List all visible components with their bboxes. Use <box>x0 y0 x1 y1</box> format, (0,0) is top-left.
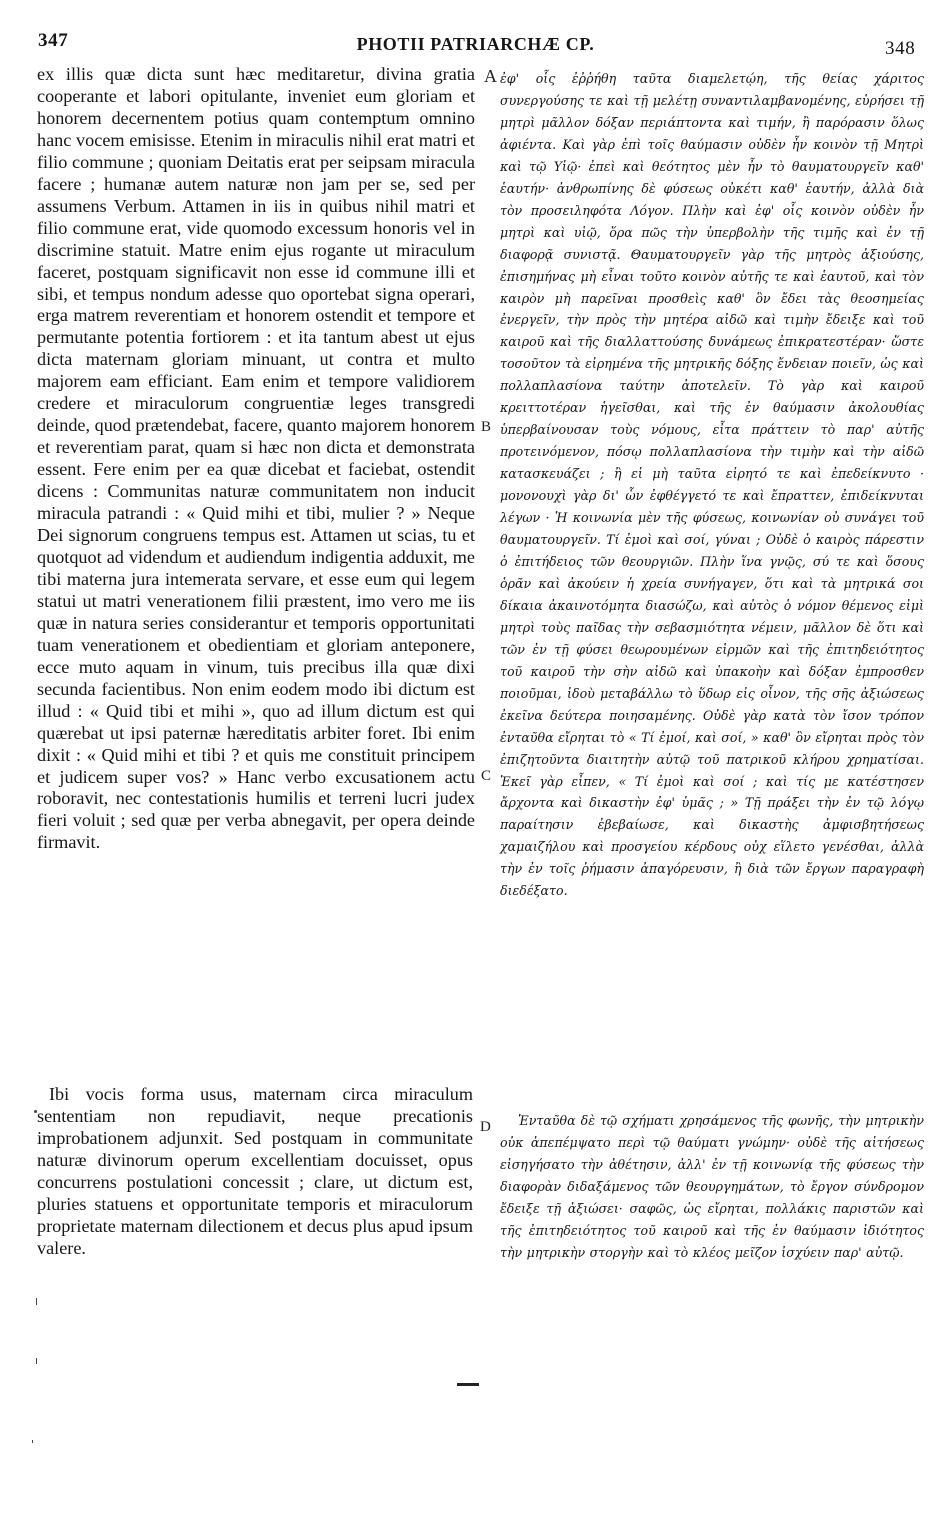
latin-paragraph-1: ex illis quæ dicta sunt hæc meditaretur, divina gratia cooperante et labori opitulante, inveniet eum gloriam et honorem decernentem potius quam contemptum omnino hanc vocem emisisse. Etenim in miraculis nihil erat matri et filio commune ; quoniam Deitatis erat per seipsam miracula facere ; humanæ autem naturæ non jam per se, sed per assumens Verbum. Attamen in iis in quibus nihil matri et filio commune erat, vide quomodo excessum honoris vel in discrimine statuit. Matre enim ejus rogante ut miraculum faceret, postquam significavit non esse id commune illi et sibi, et tempus nondum adesse quo oportebat signa operari, erga matrem reverentiam et honorem ostendit et tempore et permutante potentia fortiorem : et ita tantum abest ut ejus dicta maternam gloriam minuant, ut contra et multo majorem eam efficiant. Eam enim et tempore validiorem credere et miraculorum congruentiæ leges transgredi deinde, quod prætendebat, facere, quanto majorem honorem et reverentiam parat, quam si hæc non dicta et demonstrata essent. Fere enim per ea quæ dicebat et faciebat, ostendit dicens : Communitas naturæ communitatem non inducit miracula patrandi : « Quid mihi et tibi, mulier ? » Neque Dei signorum congruens tempus est. Attamen ut scias, tu et quotquot ad videndum et audiendum indigentia adduxit, me tibi materna jura intemerata servare, et esse eum qui legem statui ut matri venerationem filii præstent, imo vero me iis quæ in natura series considerantur et temporis opportunitati tuam venerationem et obedientiam et gloriam anteponere, ecce muto aquam in vinum, tuis precibus illa quæ dixi secunda facientibus. Non enim eodem modo ibi dictum est illud : « Quid tibi et mihi », quo ad illum dictum est qui quærebat ut ipsi paternæ hæreditatis arbiter foret. Ibi enim dixit : « Quid mihi et tibi ? et quis me constituit principem et judicem super vos? » Hanc verbo excusationem actu roboravit, nec contestationis humilis et terreni lucri judex fieri voluit ; sed quæ per verba abnegavit, per opera deinde firmavit. <box>37 64 475 853</box>
latin-paragraph-2: Ibi vocis forma usus, maternam circa miraculum sententiam non repudiavit, neque precationis improbationem adjunxit. Sed postquam in communitate naturæ divinorum operum excellentiam docuisset, opus concurrens postulationi concessit ; clare, ut dictum est, pluries statuens et opportunitate temporis et miraculorum proprietate maternam dilectionem et decus plus apud ipsum valere. <box>37 1084 473 1258</box>
page-number-left: 347 <box>38 30 69 51</box>
margin-marker-d: D <box>480 1119 491 1135</box>
margin-marker-b: B <box>481 419 492 435</box>
print-speck <box>32 1440 33 1443</box>
page-number-right: 348 <box>885 38 916 59</box>
greek-paragraph-1: ἐφ' οἷς ἐῤῥήθη ταῦτα διαμελετῴη, τῆς θείας χάριτος συνεργούσης τε καὶ τῇ μελέτῃ συναντιλαμβανομένης, εὑρήσει τῇ μητρὶ μᾶλλον δόξαν περιάπτοντα καὶ τιμήν, ἢ παρόρασιν ὅλως ἀφιέντα. Καὶ γὰρ ἐπὶ τοῖς θαύμασιν οὐδὲν ἦν κοινὸν τῇ Μητρὶ καὶ τῷ Υἱῷ· ἐπεὶ καὶ θεότητος μὲν ἦν τὸ θαυματουργεῖν καθ' ἑαυτήν· ἀνθρωπίνης δὲ φύσεως οὐκέτι καθ' ἑαυτήν, ἀλλὰ διὰ τὸν προσειληφότα Λόγον. Πλὴν καὶ ἐφ' οἷς κοινὸν οὐδὲν ἦν μητρὶ καὶ υἱῷ, ὅρα πῶς τὴν ὑπερβολὴν τῆς τιμῆς καὶ ἐν τῇ διαφορᾷ συνιστᾷ. Θαυματουργεῖν γὰρ τῆς μητρὸς ἀξιούσης, ἐπισημήνας μὴ εἶναι τοῦτο κοινὸν αὐτῆς τε καὶ ἑαυτοῦ, καὶ τὸν καιρὸν μὴ παρεῖναι προσθεὶς καθ' ὃν ἔδει τὰς θεοσημείας ἐνεργεῖν, τὴν πρὸς τὴν μητέρα αἰδῶ καὶ τιμὴν ἔδειξε καὶ τοῦ καιροῦ καὶ τῆς διαλλαττούσης δυνάμεως ἐπικρατεστέραν· ὥστε τοσοῦτον τὰ εἰρημένα τῆς μητρικῆς δόξης ἔνδειαν ποιεῖν, ὡς καὶ πολλαπλασίονα ταύτην ἀποτελεῖν. Τὸ γὰρ καὶ καιροῦ κρειττοτέραν ἡγεῖσθαι, καὶ τῆς ἐν θαύμασιν ἀκολουθίας ὑπερβαίνουσαν τοὺς νόμους, εἶτα πράττειν τὸ παρ' αὐτῆς προτεινόμενον, πόσῳ πολλαπλασίονα τὴν τιμὴν καὶ τὴν αἰδῶ κατασκευάζει ; ἢ εἰ μὴ ταῦτα εἰρητό τε καὶ ἐπεδείκνυτο · μονονουχὶ γὰρ δι' ὧν ἐφθέγγετό τε καὶ ἔπραττεν, ἐπιδείκνυται λέγων · Ἡ κοινωνία μὲν τῆς φύσεως, κοινωνίαν οὐ συνάγει τοῦ θαυματουργεῖν. Τί ἐμοὶ καὶ σοί, γύναι ; Οὐδὲ ὁ καιρὸς πάρεστιν ὁ ἐπιτήδειος τῶν θεουργιῶν. Πλὴν ἵνα γνῷς, σύ τε καὶ ὅσους ὁρᾶν καὶ ἀκούειν ἡ χρεία συνήγαγεν, ὅτι καὶ τὰ μητρικά σοι δίκαια ἀκαινοτόμητα διασώζω, καὶ αὐτὸς ὁ νόμον θέμενος εἰμὶ μητρὶ τοὺς παῖδας τὴν σεβασμιότητα νέμειν, μᾶλλον δὲ ὅτι καὶ τῶν ἐν τῇ φύσει θεωρουμένων εἱρμῶν καὶ τῆς ἐπιτηδειότητος τοῦ καιροῦ τὴν σὴν αἰδῶ καὶ ὑπακοὴν καὶ δόξαν ἐμπροσθεν ποιοῦμαι, ἰδοὺ μεταβάλλω τὸ ὕδωρ εἰς οἶνον, τῆς σῆς ἀξιώσεως ἐκεῖνα δεύτερα ποιησαμένης. Οὐδὲ γὰρ κατὰ τὸν ἴσον τρόπον ἐνταῦθα εἴρηται τὸ « Τί ἐμοί, καὶ σοί, » καθ' ὃν εἴρηται πρὸς τὸν ἐπιζητοῦντα διαιτητὴν αὐτῷ τοῦ πατρικοῦ κλήρου χρηματίσαι. Ἐκεῖ γὰρ εἶπεν, « Τί ἐμοὶ καὶ σοί ; καὶ τίς με κατέστησεν ἄρχοντα καὶ δικαστὴν ἐφ' ὑμᾶς ; » Τῇ πράξει τὴν ἐν τῷ λόγῳ παραίτησιν ἐβεβαίωσε, καὶ δικαστὴς ἀμφισβητήσεως χαμαιζήλου καὶ προσγείου κέρδους οὐχ εἵλετο γενέσθαι, ἀλλὰ τὴν ἐν τοῖς ῥήμασιν ἀπαγόρευσιν, ἢ διὰ τῶν ἔργων παραγραφὴ διεδέξατο. <box>500 71 924 899</box>
print-speck <box>36 1358 37 1364</box>
footer-rule <box>457 1383 479 1386</box>
greek-paragraph-2: Ἐνταῦθα δὲ τῷ σχήματι χρησάμενος τῆς φωνῆς, τὴν μητρικὴν οὐκ ἀπεπέμψατο περὶ τῷ θαύματι γνώμην· οὐδὲ τῆς αἰτήσεως εἰσηγήσατο τὴν ἀθέτησιν, ἀλλ' ἐν τῇ κοινωνίᾳ τῆς φύσεως τὴν διαφορὰν διδαξάμενος τῶν θεουργημάτων, τὸ ἔργον σύνδρομον ἔδειξε τῇ ἀξιώσει· σαφῶς, ὡς εἴρηται, πολλάκις παριστῶν καὶ τῆς ἐπιτηδειότητος τοῦ καιροῦ καὶ τῆς ἐν θαύμασιν ἰδιότητος τὴν μητρικὴν στοργὴν καὶ τὸ κλέος μεῖζον ἰσχύειν παρ' αὐτῷ. <box>500 1113 924 1260</box>
print-speck <box>34 1110 37 1113</box>
print-speck <box>36 1298 37 1305</box>
margin-marker-a: A <box>484 66 497 86</box>
running-header-title: PHOTII PATRIARCHÆ CP. <box>356 34 595 54</box>
margin-marker-c: C <box>481 768 492 784</box>
